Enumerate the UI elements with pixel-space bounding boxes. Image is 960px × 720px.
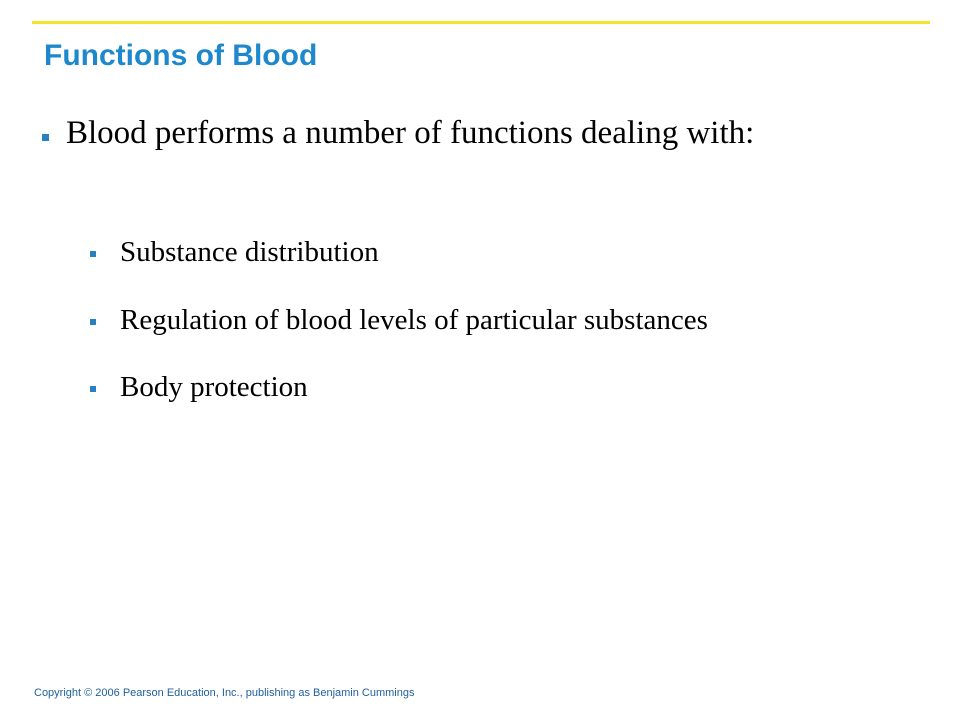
main-bullet-text: Blood performs a number of functions dealing with: (66, 115, 755, 151)
square-bullet-icon (90, 386, 96, 392)
square-bullet-icon (90, 251, 96, 257)
sub-bullet-text: Regulation of blood levels of particular substances (120, 304, 708, 336)
sub-bullet-text: Body protection (120, 371, 308, 403)
sub-bullet-item (120, 302, 708, 338)
square-bullet-icon (90, 319, 96, 325)
square-bullet-icon (42, 134, 49, 141)
sub-bullet-item (120, 369, 308, 405)
slide-title: Functions of Blood (44, 39, 318, 72)
copyright-footer: Copyright © 2006 Pearson Education, Inc., publishing as Benjamin Cummings (34, 687, 415, 699)
top-accent-rule (32, 21, 930, 24)
sub-bullet-text: Substance distribution (120, 236, 379, 268)
sub-bullet-item (120, 234, 379, 270)
